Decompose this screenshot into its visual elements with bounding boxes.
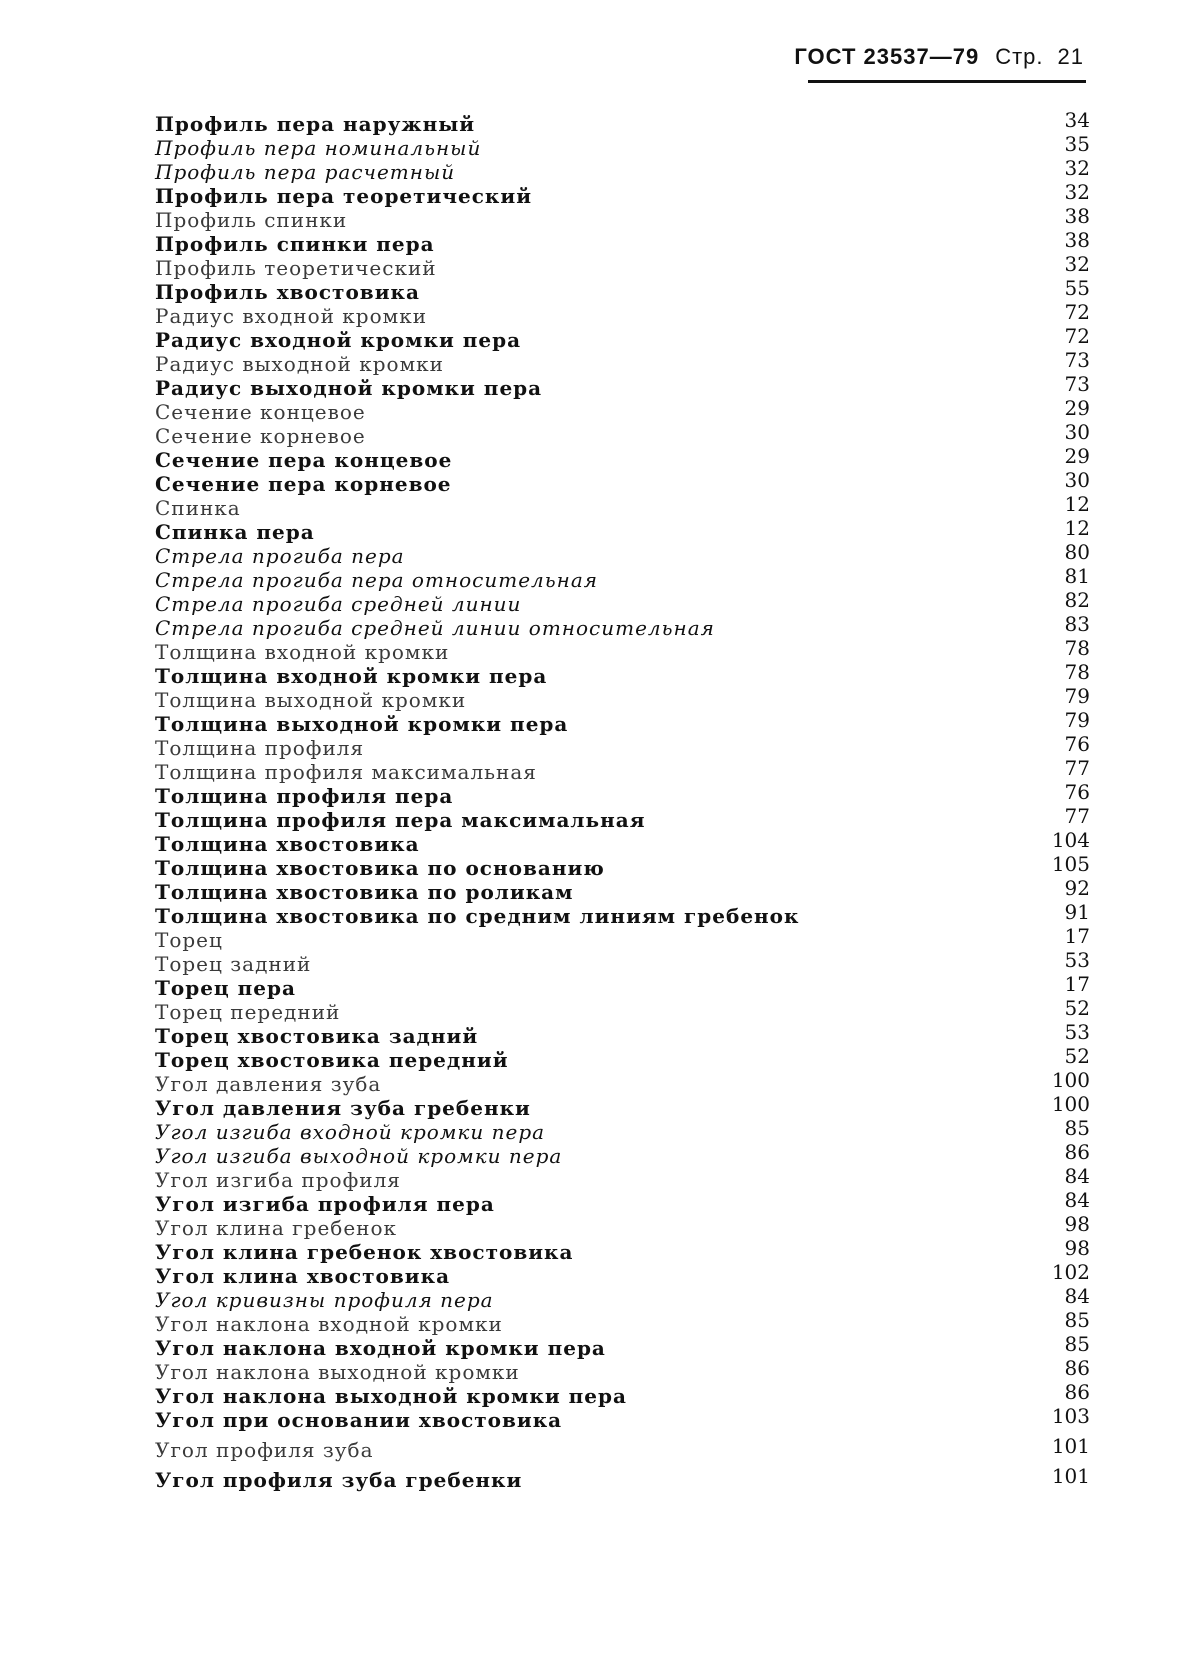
index-entry (155, 180, 1090, 208)
index-page-number: 103 (1051, 1404, 1090, 1428)
index-term: Толщина хвостовика по роликам (155, 880, 574, 904)
index-term: Угол клина хвостовика (155, 1264, 451, 1288)
index-page-number: 52 (1064, 996, 1090, 1020)
index-page-number: 76 (1064, 732, 1090, 756)
index-entry (155, 852, 1090, 880)
index-entry (155, 564, 1090, 592)
alphabetical-index (155, 108, 1090, 1492)
index-term: Угол давления зуба (155, 1072, 382, 1096)
index-entry (155, 732, 1090, 760)
index-entry (155, 636, 1090, 664)
index-entry (155, 132, 1090, 160)
index-term: Сечение пера корневое (155, 472, 452, 496)
index-page-number: 98 (1064, 1212, 1090, 1236)
index-page-number: 76 (1064, 780, 1090, 804)
index-term: Стрела прогиба средней линии (155, 592, 522, 616)
index-term: Толщина хвостовика (155, 832, 420, 856)
index-entry (155, 1356, 1090, 1384)
index-page-number: 12 (1064, 516, 1090, 540)
index-entry (155, 900, 1090, 928)
index-entry (155, 516, 1090, 544)
index-page-number: 52 (1064, 1044, 1090, 1068)
index-page-number: 38 (1064, 204, 1090, 228)
index-entry (155, 1188, 1090, 1216)
index-page-number: 91 (1064, 900, 1090, 924)
index-entry (155, 1284, 1090, 1312)
index-entry (155, 348, 1090, 376)
index-page-number: 17 (1064, 924, 1090, 948)
index-page-number: 98 (1064, 1236, 1090, 1260)
index-term: Радиус выходной кромки пера (155, 376, 543, 400)
index-entry (155, 468, 1090, 496)
index-page-number: 72 (1064, 324, 1090, 348)
index-entry (155, 1068, 1090, 1096)
index-page-number: 85 (1064, 1116, 1090, 1140)
index-entry (155, 444, 1090, 472)
index-entry (155, 1260, 1090, 1288)
index-term: Торец хвостовика передний (155, 1048, 509, 1072)
index-term: Сечение концевое (155, 400, 366, 424)
index-entry (155, 1404, 1090, 1432)
index-page-number: 78 (1064, 660, 1090, 684)
page-header (794, 44, 1084, 70)
index-entry (155, 804, 1090, 832)
index-entry (155, 540, 1090, 568)
standard-number: ГОСТ 23537—79 (794, 44, 980, 69)
index-entry (155, 660, 1090, 688)
index-term: Угол профиля зуба гребенки (155, 1468, 523, 1492)
index-term: Сечение корневое (155, 424, 366, 448)
index-page-number: 105 (1051, 852, 1090, 876)
index-entry (155, 156, 1090, 184)
index-term: Профиль пера теоретический (155, 184, 533, 208)
index-term: Угол клина гребенок хвостовика (155, 1240, 574, 1264)
index-entry (155, 372, 1090, 400)
index-page-number: 104 (1051, 828, 1090, 852)
index-term: Радиус входной кромки пера (155, 328, 522, 352)
index-page-number: 34 (1064, 108, 1090, 132)
index-page-number: 86 (1064, 1380, 1090, 1404)
index-entry (155, 1116, 1090, 1144)
index-term: Профиль хвостовика (155, 280, 420, 304)
index-term: Профиль теоретический (155, 256, 437, 280)
index-entry (155, 276, 1090, 304)
index-term: Угол изгиба профиля (155, 1168, 401, 1192)
index-term: Угол профиля зуба (155, 1438, 374, 1462)
index-page-number: 85 (1064, 1332, 1090, 1356)
index-term: Спинка (155, 496, 241, 520)
index-entry (155, 420, 1090, 448)
index-page-number: 30 (1064, 468, 1090, 492)
index-page-number: 73 (1064, 372, 1090, 396)
index-entry (155, 108, 1090, 136)
index-term: Радиус входной кромки (155, 304, 428, 328)
index-page-number: 77 (1064, 804, 1090, 828)
index-page-number: 101 (1051, 1464, 1090, 1488)
index-page-number: 79 (1064, 708, 1090, 732)
index-page-number: 83 (1064, 612, 1090, 636)
page-label: Стр. (995, 44, 1044, 69)
index-entry (155, 972, 1090, 1000)
index-page-number: 35 (1064, 132, 1090, 156)
index-entry (155, 396, 1090, 424)
index-term: Угол изгиба профиля пера (155, 1192, 495, 1216)
index-term: Профиль спинки (155, 208, 348, 232)
index-page-number: 38 (1064, 228, 1090, 252)
index-entry (155, 756, 1090, 784)
index-term: Толщина выходной кромки (155, 688, 467, 712)
index-page-number: 72 (1064, 300, 1090, 324)
index-page-number: 80 (1064, 540, 1090, 564)
index-term: Угол клина гребенок (155, 1216, 398, 1240)
index-page-number: 73 (1064, 348, 1090, 372)
index-term: Толщина хвостовика по средним линиям гребенок (155, 904, 800, 928)
index-entry (155, 1212, 1090, 1240)
index-page-number: 53 (1064, 948, 1090, 972)
index-page-number: 53 (1064, 1020, 1090, 1044)
index-entry (155, 1308, 1090, 1336)
index-page-number: 102 (1051, 1260, 1090, 1284)
index-term: Толщина хвостовика по основанию (155, 856, 605, 880)
index-entry (155, 708, 1090, 736)
index-entry (155, 204, 1090, 232)
index-entry (155, 828, 1090, 856)
index-term: Профиль пера наружный (155, 112, 476, 136)
index-term: Сечение пера концевое (155, 448, 453, 472)
index-term: Угол наклона выходной кромки (155, 1360, 520, 1384)
index-page-number: 101 (1051, 1434, 1090, 1458)
page-number: 21 (1057, 44, 1084, 69)
index-entry (155, 1380, 1090, 1408)
index-term: Профиль спинки пера (155, 232, 435, 256)
index-entry (155, 996, 1090, 1024)
index-page-number: 12 (1064, 492, 1090, 516)
index-term: Стрела прогиба пера относительная (155, 568, 598, 592)
index-term: Угол наклона входной кромки (155, 1312, 503, 1336)
index-entry (155, 228, 1090, 256)
index-term: Угол давления зуба гребенки (155, 1096, 531, 1120)
index-term: Торец (155, 928, 223, 952)
index-entry (155, 1020, 1090, 1048)
index-page-number: 84 (1064, 1284, 1090, 1308)
index-page-number: 77 (1064, 756, 1090, 780)
index-term: Стрела прогиба пера (155, 544, 405, 568)
index-page-number: 86 (1064, 1356, 1090, 1380)
index-page-number: 92 (1064, 876, 1090, 900)
index-entry (155, 1092, 1090, 1120)
index-term: Толщина выходной кромки пера (155, 712, 569, 736)
index-page-number: 29 (1064, 396, 1090, 420)
index-entry (155, 948, 1090, 976)
index-term: Спинка пера (155, 520, 315, 544)
index-term: Угол наклона выходной кромки пера (155, 1384, 627, 1408)
index-term: Угол изгиба входной кромки пера (155, 1120, 546, 1144)
index-page-number: 17 (1064, 972, 1090, 996)
index-page-number: 32 (1064, 180, 1090, 204)
index-page-number: 29 (1064, 444, 1090, 468)
index-page-number: 84 (1064, 1188, 1090, 1212)
index-entry (155, 1434, 1090, 1462)
index-term: Толщина входной кромки (155, 640, 450, 664)
index-entry (155, 324, 1090, 352)
index-page-number: 81 (1064, 564, 1090, 588)
index-page-number: 79 (1064, 684, 1090, 708)
index-term: Торец пера (155, 976, 296, 1000)
index-entry (155, 1044, 1090, 1072)
index-entry (155, 876, 1090, 904)
index-term: Угол наклона входной кромки пера (155, 1336, 606, 1360)
index-page-number: 78 (1064, 636, 1090, 660)
index-term: Стрела прогиба средней линии относительная (155, 616, 715, 640)
index-page-number: 86 (1064, 1140, 1090, 1164)
index-term: Толщина профиля (155, 736, 365, 760)
index-term: Торец передний (155, 1000, 341, 1024)
index-term: Толщина профиля пера максимальная (155, 808, 646, 832)
index-term: Угол кривизны профиля пера (155, 1288, 494, 1312)
index-term: Толщина профиля максимальная (155, 760, 537, 784)
index-entry (155, 252, 1090, 280)
index-term: Торец задний (155, 952, 312, 976)
index-entry (155, 780, 1090, 808)
index-entry (155, 1236, 1090, 1264)
index-term: Толщина профиля пера (155, 784, 454, 808)
index-entry (155, 1464, 1090, 1492)
index-page-number: 55 (1064, 276, 1090, 300)
index-page-number: 30 (1064, 420, 1090, 444)
index-term: Угол при основании хвостовика (155, 1408, 563, 1432)
index-term: Профиль пера номинальный (155, 136, 482, 160)
index-entry (155, 492, 1090, 520)
index-entry (155, 1164, 1090, 1192)
index-page-number: 85 (1064, 1308, 1090, 1332)
index-entry (155, 684, 1090, 712)
index-page-number: 32 (1064, 252, 1090, 276)
index-entry (155, 612, 1090, 640)
index-term: Угол изгиба выходной кромки пера (155, 1144, 563, 1168)
index-page-number: 100 (1051, 1092, 1090, 1116)
index-page-number: 82 (1064, 588, 1090, 612)
index-term: Профиль пера расчетный (155, 160, 456, 184)
index-term: Толщина входной кромки пера (155, 664, 548, 688)
index-entry (155, 924, 1090, 952)
index-term: Радиус выходной кромки (155, 352, 444, 376)
index-entry (155, 300, 1090, 328)
index-entry (155, 588, 1090, 616)
index-term: Торец хвостовика задний (155, 1024, 479, 1048)
index-entry (155, 1332, 1090, 1360)
index-page-number: 84 (1064, 1164, 1090, 1188)
index-page-number: 32 (1064, 156, 1090, 180)
header-rule (808, 80, 1086, 83)
index-entry (155, 1140, 1090, 1168)
index-page-number: 100 (1051, 1068, 1090, 1092)
